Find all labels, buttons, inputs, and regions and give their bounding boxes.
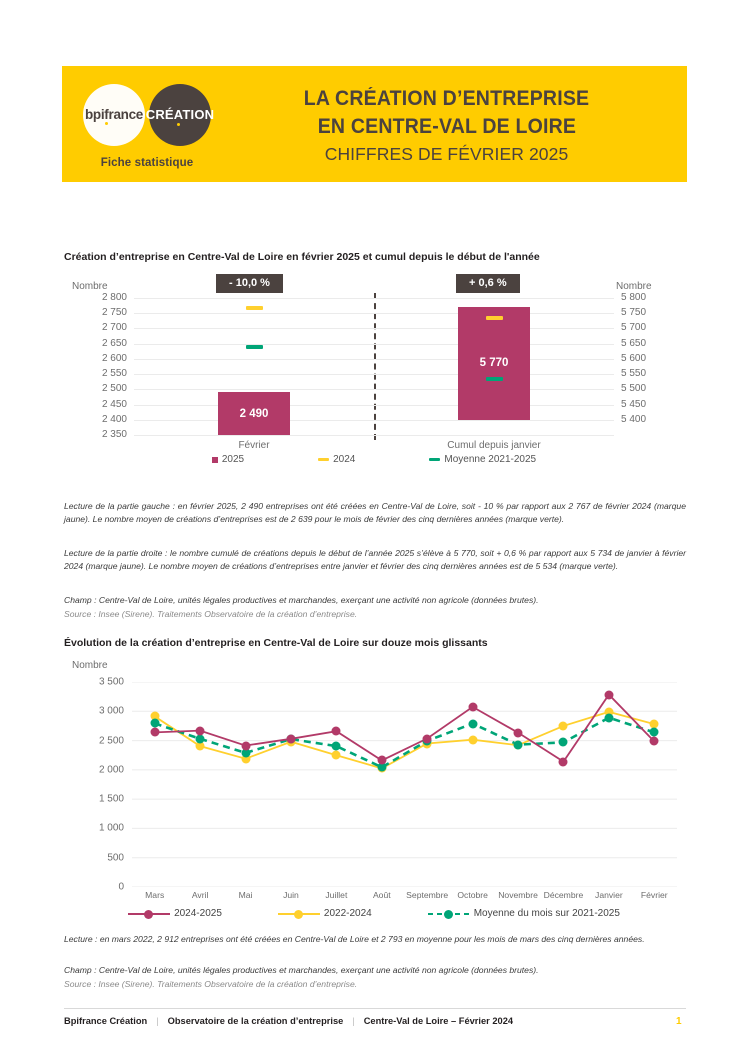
gridline bbox=[134, 405, 614, 406]
line-chart-xtick: Décembre bbox=[543, 890, 584, 900]
line-chart-xtick: Septembre bbox=[406, 890, 449, 900]
dash-marker-icon bbox=[318, 458, 329, 461]
logo-row bbox=[83, 84, 215, 146]
footer-separator: | bbox=[352, 1016, 355, 1026]
bar-chart-ytick-right: 5 550 bbox=[621, 368, 647, 380]
creation-logo-icon bbox=[145, 84, 215, 146]
fiche-statistique-label: Fiche statistique bbox=[100, 156, 194, 169]
bar-chart bbox=[64, 277, 684, 471]
legend-item-2022-2024 bbox=[278, 908, 372, 919]
chart2-title: Évolution de la création d’entreprise en Centre-Val de Loire sur douze mois glissants bbox=[64, 637, 488, 649]
bar-chart-xtick: Cumul depuis janvier bbox=[447, 440, 541, 451]
line-series bbox=[155, 695, 655, 762]
gridline bbox=[134, 344, 614, 345]
bpifrance-logo-text: bpifrance bbox=[84, 107, 144, 122]
page-title-line1: LA CRÉATION D’ENTREPRISE bbox=[303, 87, 590, 111]
footer-divider bbox=[64, 1008, 686, 1009]
bar-chart-ytick-left: 2 700 bbox=[101, 322, 127, 334]
marker-moyenne bbox=[246, 345, 263, 349]
bar-value-label: 5 770 bbox=[479, 357, 509, 370]
chart1-note-source: Source : Insee (Sirene). Traitements Observatoire de la création d’entreprise. bbox=[64, 609, 358, 619]
line-chart-xtick: Juillet bbox=[325, 890, 348, 900]
marker-moyenne bbox=[486, 377, 503, 381]
bar-chart-ytick-left: 2 350 bbox=[101, 429, 127, 440]
bar-chart-ytick-right: 5 800 bbox=[621, 292, 647, 303]
legend-label-2022-2024: 2022-2024 bbox=[323, 908, 372, 919]
footer-item-bpifrance: Bpifrance Création bbox=[64, 1016, 148, 1026]
bar-chart-ytick-right: 5 750 bbox=[621, 307, 647, 319]
marker-2024 bbox=[486, 316, 503, 320]
bar-value-label: 2 490 bbox=[239, 407, 269, 420]
line-chart-ytick: 2 000 bbox=[98, 764, 124, 776]
bar-chart-ytick-left: 2 800 bbox=[101, 292, 127, 303]
legend-item-moyenne-mois bbox=[428, 908, 620, 919]
header-title-block bbox=[232, 66, 687, 182]
footer-item-observatoire: Observatoire de la création d’entreprise bbox=[167, 1016, 344, 1026]
legend-label-moyenne-mois: Moyenne du mois sur 2021-2025 bbox=[473, 908, 620, 919]
line-chart-ytick: 3 000 bbox=[98, 705, 124, 717]
page-number: 1 bbox=[676, 1016, 682, 1027]
bar-chart-xtick: Février bbox=[238, 440, 270, 451]
bar-2025 bbox=[218, 392, 290, 435]
line-chart-plot-area bbox=[132, 682, 677, 887]
footer bbox=[64, 1016, 513, 1026]
percent-change-badge: + 0,6 % bbox=[456, 274, 520, 293]
chart2-note-lecture: Lecture : en mars 2022, 2 912 entreprises ont été créées en Centre-Val de Loire et 2 793 en moyenne pour les mois de mars des cinq dernières années. bbox=[64, 934, 645, 944]
chart2-note-champ: Champ : Centre-Val de Loire, unités légales productives et marchandes, exerçant une activité non agricole (données brutes). bbox=[64, 965, 539, 975]
dash-marker-icon bbox=[429, 458, 440, 461]
line-marker-icon bbox=[128, 909, 170, 919]
line-chart-xtick: Octobre bbox=[457, 890, 488, 900]
gridline bbox=[134, 389, 614, 390]
legend-item-moyenne bbox=[429, 454, 536, 465]
chart1-note-left: Lecture de la partie gauche : en février 2025, 2 490 entreprises ont été créées en Centre-Val de Loire, soit - 10 % par rapport aux 2 767 de février 2024 (marque jaune). Le nombre moyen de créations d’entreprises est de 2 639 pour le mois de février des cinq dernières années (marque verte). bbox=[64, 501, 686, 524]
line-chart-xtick: Mai bbox=[238, 890, 253, 900]
line-chart-xtick: Mars bbox=[145, 890, 165, 900]
bar-chart-legend bbox=[64, 454, 684, 465]
bar-chart-ytick-right: 5 600 bbox=[621, 352, 647, 364]
bar-chart-ytick-right: 5 450 bbox=[621, 398, 647, 410]
gridline bbox=[134, 313, 614, 314]
bar-chart-ytick-left: 2 500 bbox=[101, 383, 127, 395]
line-chart-ytick: 0 bbox=[118, 881, 124, 893]
dashed-line-marker-icon bbox=[428, 909, 470, 919]
gridline bbox=[134, 328, 614, 329]
bar-chart-ytick-left: 2 600 bbox=[101, 352, 127, 364]
bar-chart-ytick-left: 2 650 bbox=[101, 337, 127, 349]
bar-chart-right-axis-caption: Nombre bbox=[616, 281, 652, 292]
percent-change-badge: - 10,0 % bbox=[216, 274, 283, 293]
creation-logo-text: CRÉATION bbox=[145, 107, 215, 122]
brand-block bbox=[62, 66, 232, 182]
legend-item-2024 bbox=[318, 454, 355, 465]
chart1-title: Création d’entreprise en Centre-Val de Loire en février 2025 et cumul depuis le début de l'année bbox=[64, 251, 540, 263]
footer-separator: | bbox=[156, 1016, 159, 1026]
legend-item-2025 bbox=[212, 454, 244, 465]
bpifrance-logo-icon bbox=[83, 84, 145, 146]
header-banner bbox=[62, 66, 687, 182]
line-chart-xtick: Novembre bbox=[498, 890, 538, 900]
line-chart-ytick: 3 500 bbox=[98, 676, 124, 688]
bar-chart-ytick-right: 5 500 bbox=[621, 383, 647, 395]
bar-chart-ytick-right: 5 650 bbox=[621, 337, 647, 349]
bar-chart-left-axis-caption: Nombre bbox=[72, 281, 108, 292]
line-chart bbox=[64, 660, 684, 910]
legend-label-2024: 2024 bbox=[333, 454, 356, 465]
line-chart-xtick: Juin bbox=[283, 890, 299, 900]
gridline bbox=[134, 435, 614, 436]
chart1-note-champ: Champ : Centre-Val de Loire, unités légales productives et marchandes, exerçant une activité non agricole (données brutes). bbox=[64, 595, 539, 605]
line-marker-icon bbox=[278, 909, 320, 919]
legend-label-2025: 2025 bbox=[221, 454, 245, 465]
legend-label-2024-2025: 2024-2025 bbox=[174, 908, 222, 919]
gridline bbox=[134, 420, 614, 421]
footer-item-region: Centre-Val de Loire – Février 2024 bbox=[363, 1016, 514, 1026]
line-chart-ytick: 1 000 bbox=[98, 822, 124, 834]
gridline bbox=[134, 359, 614, 360]
line-chart-ytick: 2 500 bbox=[98, 735, 124, 747]
line-chart-xtick: Janvier bbox=[595, 890, 623, 900]
bar-chart-ytick-left: 2 400 bbox=[101, 413, 127, 425]
bar-chart-ytick-right: 5 400 bbox=[621, 413, 647, 425]
page-title-line2: EN CENTRE-VAL DE LOIRE bbox=[317, 115, 576, 138]
gridline bbox=[134, 298, 614, 299]
line-chart-ytick: 1 500 bbox=[98, 793, 124, 805]
line-series bbox=[155, 718, 655, 767]
marker-2024 bbox=[246, 306, 263, 310]
legend-item-2024-2025 bbox=[128, 908, 222, 919]
bar-chart-ytick-right: 5 700 bbox=[621, 322, 647, 334]
chart-divider bbox=[374, 293, 376, 440]
gridline bbox=[134, 374, 614, 375]
chart1-note-right: Lecture de la partie droite : le nombre cumulé de créations depuis le début de l’année 2025 s’élève à 5 770, soit + 0,6 % par rapport aux 5 734 de janvier à février 2024 (marque jaune). Le nombre moyen de créations d’entreprises entre janvier et février des cinq dernières années est de 5 534 (marque verte). bbox=[64, 548, 686, 571]
bar-chart-ytick-left: 2 450 bbox=[101, 398, 127, 410]
line-chart-xtick: Février bbox=[640, 890, 668, 900]
line-chart-xtick: Avril bbox=[191, 890, 209, 900]
bar-chart-ytick-left: 2 550 bbox=[101, 368, 127, 380]
bar-chart-ytick-left: 2 750 bbox=[101, 307, 127, 319]
chart2-note-source: Source : Insee (Sirene). Traitements Observatoire de la création d’entreprise. bbox=[64, 979, 358, 989]
line-chart-legend bbox=[64, 908, 684, 919]
square-marker-icon bbox=[212, 457, 218, 463]
page-subtitle: CHIFFRES DE FÉVRIER 2025 bbox=[324, 143, 569, 164]
bar-2025 bbox=[458, 307, 530, 420]
legend-label-moyenne: Moyenne 2021-2025 bbox=[444, 454, 537, 465]
line-chart-xtick: Août bbox=[372, 890, 391, 900]
line-chart-axis-caption: Nombre bbox=[72, 660, 108, 671]
line-chart-ytick: 500 bbox=[107, 852, 124, 864]
